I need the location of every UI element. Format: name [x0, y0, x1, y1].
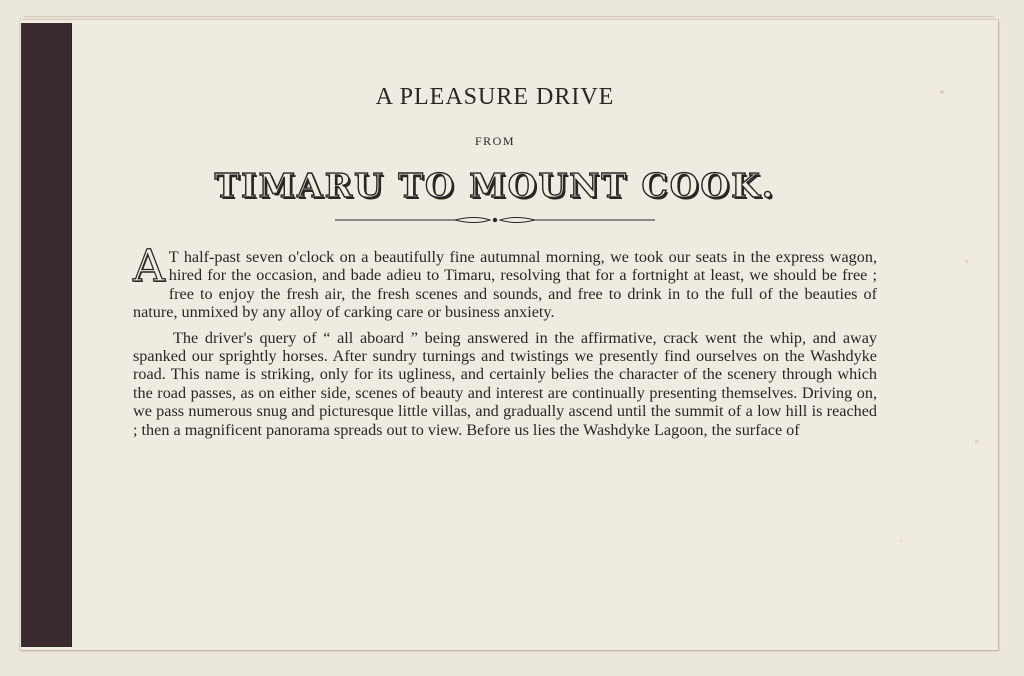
foxing-spot: [965, 260, 968, 263]
document-content: [133, 84, 877, 439]
paragraph-1-text: T half-past seven o'clock on a beautifully fine autumnal morning, we took our seats in the express wagon, hired for the occasion, and bade adieu to Timaru, resolving that for a fortnight at least, we should be free ; free to enjoy the fresh air, the fresh scenes and sounds, and free to drink in to the full of the beauties of nature, unmixed by any alloy of carking care or business anxiety.: [133, 248, 877, 322]
foxing-spot: [900, 540, 902, 542]
drop-cap: A: [133, 241, 165, 292]
document-from: FROM: [474, 134, 515, 148]
ornament-divider-icon: [335, 214, 655, 226]
binding-spine: [21, 23, 72, 647]
foxing-spot: [940, 90, 944, 94]
foxing-spot: [975, 440, 978, 443]
paragraph-1: [133, 241, 877, 322]
paragraph-2: The driver's query of “ all aboard ” being answered in the affirmative, crack went the whip, and away spanked our sprightly horses. After sundry turnings and twistings we presently find ourselves on the Washdyke road. This name is striking, only for its ugliness, and certainly belies the character of the scenery through which the road passes, as on either side, scenes of beauty and interest are continually presenting themselves. Driving on, we pass numerous snug and picturesque little villas, and gradually ascend until the summit of a low hill is reached ; then a magnificent panorama spreads out to view. Before us lies the Washdyke Lagoon, the surface of: [133, 328, 877, 439]
document-title: A PLEASURE DRIVE: [375, 84, 615, 110]
document-subtitle: TIMARU TO MOUNT COOK.: [214, 166, 776, 205]
